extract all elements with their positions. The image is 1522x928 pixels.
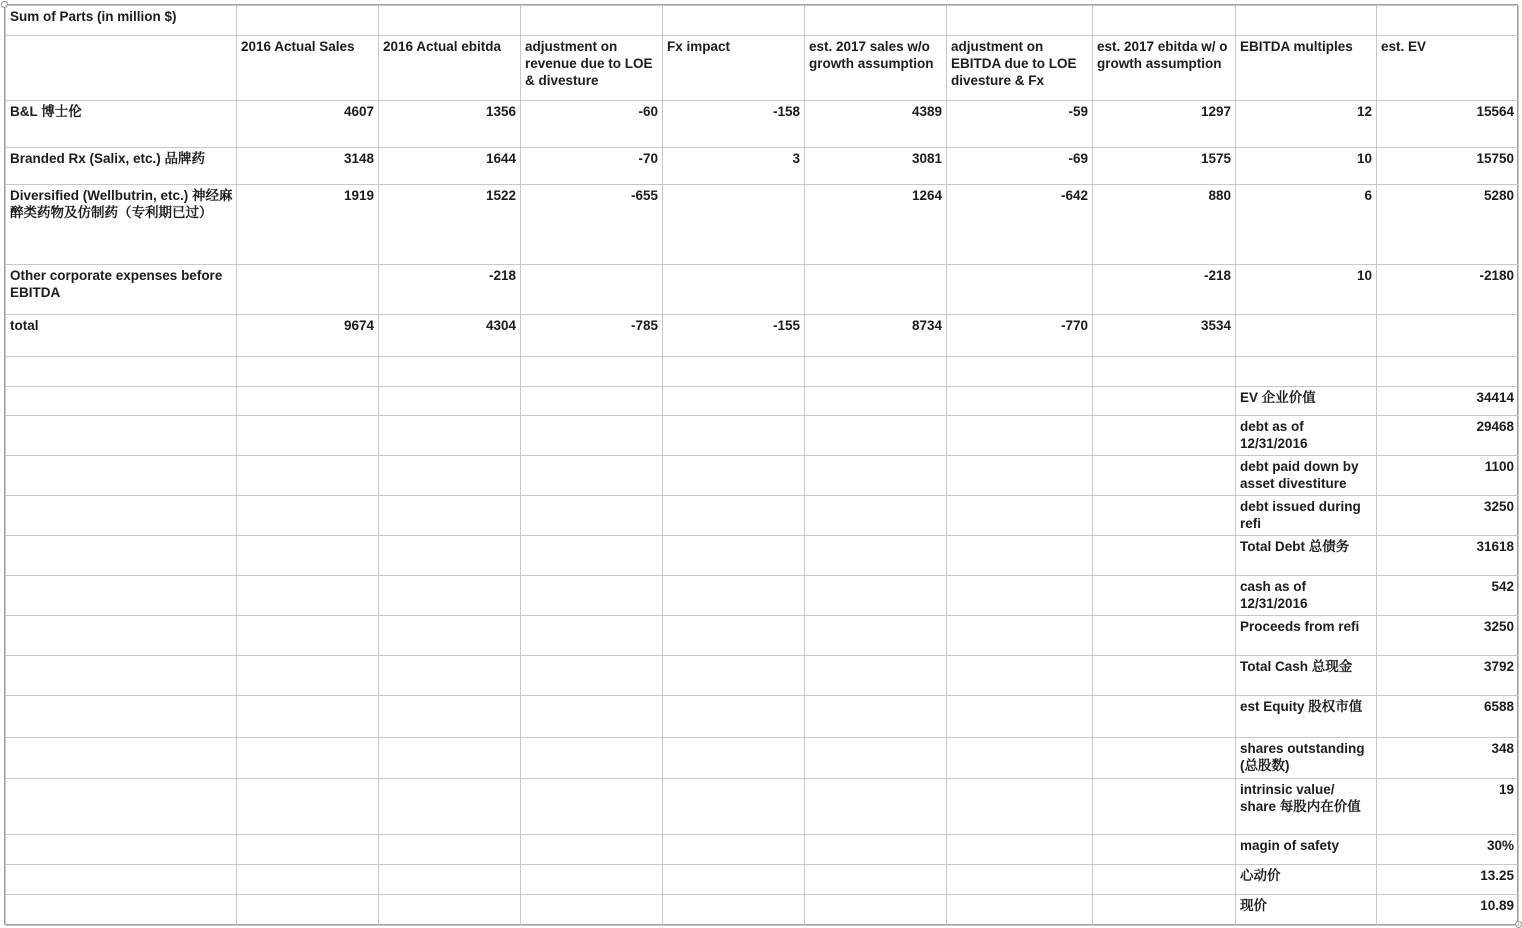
- empty-cell[interactable]: [379, 895, 521, 926]
- empty-cell[interactable]: [805, 387, 947, 416]
- empty-cell[interactable]: [947, 416, 1093, 456]
- value-cell[interactable]: 1264: [805, 185, 947, 265]
- empty-cell[interactable]: [6, 835, 237, 865]
- empty-cell[interactable]: [379, 616, 521, 656]
- empty-cell[interactable]: [1093, 357, 1236, 387]
- empty-row: [6, 357, 1519, 387]
- table-row: [6, 265, 1519, 315]
- sheet-title[interactable]: Sum of Parts (in million $): [6, 6, 237, 36]
- valuation-row: [6, 456, 1519, 496]
- empty-cell[interactable]: [1093, 536, 1236, 576]
- empty-cell[interactable]: [237, 357, 379, 387]
- empty-cell[interactable]: [805, 656, 947, 696]
- empty-cell[interactable]: [663, 6, 805, 36]
- value-cell[interactable]: -69: [947, 148, 1093, 185]
- empty-cell[interactable]: [379, 779, 521, 835]
- value-cell[interactable]: 3534: [1093, 315, 1236, 357]
- empty-cell[interactable]: [6, 616, 237, 656]
- valuation-row: [6, 576, 1519, 616]
- empty-cell[interactable]: [947, 6, 1093, 36]
- value-cell[interactable]: 10: [1236, 265, 1377, 315]
- empty-cell[interactable]: [6, 656, 237, 696]
- empty-cell[interactable]: [947, 835, 1093, 865]
- empty-cell[interactable]: [1093, 387, 1236, 416]
- empty-cell[interactable]: [379, 6, 521, 36]
- empty-cell[interactable]: [237, 416, 379, 456]
- value-cell[interactable]: 4304: [379, 315, 521, 357]
- empty-cell[interactable]: [663, 416, 805, 456]
- value-cell[interactable]: [805, 265, 947, 315]
- value-cell[interactable]: [663, 185, 805, 265]
- empty-cell[interactable]: [6, 36, 237, 101]
- column-header[interactable]: 2016 Actual Sales: [237, 36, 379, 101]
- empty-cell[interactable]: [663, 895, 805, 926]
- empty-cell[interactable]: [663, 738, 805, 779]
- spreadsheet-table: [5, 5, 1519, 926]
- valuation-label[interactable]: debt issued during refi: [1236, 496, 1377, 536]
- valuation-value[interactable]: 13.25: [1377, 865, 1519, 895]
- empty-cell[interactable]: [521, 6, 663, 36]
- empty-cell[interactable]: [663, 835, 805, 865]
- value-cell[interactable]: [947, 265, 1093, 315]
- empty-cell[interactable]: [521, 536, 663, 576]
- empty-cell[interactable]: [947, 696, 1093, 738]
- empty-cell[interactable]: [805, 456, 947, 496]
- empty-cell[interactable]: [521, 835, 663, 865]
- empty-cell[interactable]: [237, 6, 379, 36]
- valuation-row: [6, 738, 1519, 779]
- valuation-label[interactable]: 现价: [1236, 895, 1377, 926]
- valuation-value[interactable]: 542: [1377, 576, 1519, 616]
- valuation-value[interactable]: 3792: [1377, 656, 1519, 696]
- valuation-row: [6, 656, 1519, 696]
- value-cell[interactable]: 1356: [379, 101, 521, 148]
- value-cell[interactable]: 15564: [1377, 101, 1519, 148]
- valuation-row: [6, 835, 1519, 865]
- value-cell[interactable]: 3: [663, 148, 805, 185]
- empty-cell[interactable]: [237, 835, 379, 865]
- empty-cell[interactable]: [521, 387, 663, 416]
- empty-cell[interactable]: [947, 779, 1093, 835]
- column-header[interactable]: adjustment on revenue due to LOE & divesture: [521, 36, 663, 101]
- empty-cell[interactable]: [521, 576, 663, 616]
- value-cell[interactable]: 3148: [237, 148, 379, 185]
- empty-cell[interactable]: [947, 576, 1093, 616]
- empty-cell[interactable]: [237, 895, 379, 926]
- value-cell[interactable]: 8734: [805, 315, 947, 357]
- empty-cell[interactable]: [237, 696, 379, 738]
- value-cell[interactable]: -785: [521, 315, 663, 357]
- empty-cell[interactable]: [663, 616, 805, 656]
- valuation-label[interactable]: intrinsic value/ share 每股内在价值: [1236, 779, 1377, 835]
- valuation-label[interactable]: 心动价: [1236, 865, 1377, 895]
- value-cell[interactable]: -60: [521, 101, 663, 148]
- row-label[interactable]: total: [6, 315, 237, 357]
- empty-cell[interactable]: [379, 536, 521, 576]
- value-cell[interactable]: 1297: [1093, 101, 1236, 148]
- valuation-value[interactable]: 3250: [1377, 616, 1519, 656]
- valuation-value[interactable]: 31618: [1377, 536, 1519, 576]
- empty-cell[interactable]: [521, 357, 663, 387]
- empty-cell[interactable]: [521, 865, 663, 895]
- valuation-value[interactable]: 34414: [1377, 387, 1519, 416]
- empty-cell[interactable]: [6, 779, 237, 835]
- value-cell[interactable]: -218: [1093, 265, 1236, 315]
- empty-cell[interactable]: [521, 416, 663, 456]
- empty-cell[interactable]: [805, 738, 947, 779]
- empty-cell[interactable]: [6, 536, 237, 576]
- value-cell[interactable]: 1522: [379, 185, 521, 265]
- column-header[interactable]: est. 2017 sales w/o growth assumption: [805, 36, 947, 101]
- empty-cell[interactable]: [379, 576, 521, 616]
- value-cell[interactable]: 1644: [379, 148, 521, 185]
- empty-cell[interactable]: [379, 416, 521, 456]
- valuation-value[interactable]: 30%: [1377, 835, 1519, 865]
- value-cell[interactable]: 3081: [805, 148, 947, 185]
- valuation-row: [6, 416, 1519, 456]
- row-label[interactable]: Other corporate expenses before EBITDA: [6, 265, 237, 315]
- empty-cell[interactable]: [1093, 779, 1236, 835]
- empty-cell[interactable]: [379, 696, 521, 738]
- value-cell[interactable]: -158: [663, 101, 805, 148]
- valuation-row: [6, 895, 1519, 926]
- value-cell[interactable]: 4389: [805, 101, 947, 148]
- empty-cell[interactable]: [237, 779, 379, 835]
- value-cell[interactable]: 6: [1236, 185, 1377, 265]
- valuation-value[interactable]: 29468: [1377, 416, 1519, 456]
- empty-cell[interactable]: [237, 656, 379, 696]
- empty-cell[interactable]: [947, 456, 1093, 496]
- empty-cell[interactable]: [6, 357, 237, 387]
- valuation-row: [6, 616, 1519, 656]
- empty-cell[interactable]: [379, 496, 521, 536]
- empty-cell[interactable]: [1093, 456, 1236, 496]
- empty-cell[interactable]: [805, 416, 947, 456]
- empty-cell[interactable]: [1093, 738, 1236, 779]
- valuation-value[interactable]: 3250: [1377, 496, 1519, 536]
- valuation-label[interactable]: shares outstanding (总股数): [1236, 738, 1377, 779]
- empty-cell[interactable]: [521, 779, 663, 835]
- empty-cell[interactable]: [805, 895, 947, 926]
- table-row: [6, 101, 1519, 148]
- table-row: [6, 148, 1519, 185]
- valuation-label[interactable]: cash as of 12/31/2016: [1236, 576, 1377, 616]
- empty-cell[interactable]: [805, 536, 947, 576]
- empty-cell[interactable]: [379, 835, 521, 865]
- table-row: [6, 185, 1519, 265]
- empty-cell[interactable]: [1093, 835, 1236, 865]
- empty-cell[interactable]: [6, 576, 237, 616]
- empty-cell[interactable]: [663, 656, 805, 696]
- empty-cell[interactable]: [6, 696, 237, 738]
- value-cell[interactable]: [663, 265, 805, 315]
- column-header[interactable]: adjustment on EBITDA due to LOE divesture & Fx: [947, 36, 1093, 101]
- valuation-value[interactable]: 19: [1377, 779, 1519, 835]
- row-label[interactable]: B&L 博士伦: [6, 101, 237, 148]
- empty-cell[interactable]: [663, 576, 805, 616]
- empty-cell[interactable]: [379, 656, 521, 696]
- value-cell[interactable]: 1575: [1093, 148, 1236, 185]
- empty-cell[interactable]: [947, 357, 1093, 387]
- column-header[interactable]: Fx impact: [663, 36, 805, 101]
- empty-cell[interactable]: [805, 6, 947, 36]
- valuation-row: [6, 387, 1519, 416]
- column-header[interactable]: est. EV: [1377, 36, 1519, 101]
- empty-cell[interactable]: [521, 456, 663, 496]
- empty-cell[interactable]: [805, 835, 947, 865]
- value-cell[interactable]: -70: [521, 148, 663, 185]
- empty-cell[interactable]: [521, 656, 663, 696]
- value-cell[interactable]: -655: [521, 185, 663, 265]
- valuation-label[interactable]: Proceeds from refi: [1236, 616, 1377, 656]
- value-cell[interactable]: 880: [1093, 185, 1236, 265]
- empty-cell[interactable]: [947, 496, 1093, 536]
- empty-cell[interactable]: [1377, 6, 1519, 36]
- valuation-label[interactable]: debt as of 12/31/2016: [1236, 416, 1377, 456]
- empty-cell[interactable]: [6, 416, 237, 456]
- value-cell[interactable]: 10: [1236, 148, 1377, 185]
- empty-cell[interactable]: [6, 496, 237, 536]
- empty-cell[interactable]: [663, 536, 805, 576]
- column-header[interactable]: est. 2017 ebitda w/ o growth assumption: [1093, 36, 1236, 101]
- empty-cell[interactable]: [379, 387, 521, 416]
- value-cell[interactable]: 9674: [237, 315, 379, 357]
- valuation-label[interactable]: EV 企业价值: [1236, 387, 1377, 416]
- empty-cell[interactable]: [237, 536, 379, 576]
- empty-cell[interactable]: [237, 387, 379, 416]
- empty-cell[interactable]: [663, 865, 805, 895]
- empty-cell[interactable]: [805, 496, 947, 536]
- empty-cell[interactable]: [237, 616, 379, 656]
- row-label[interactable]: Diversified (Wellbutrin, etc.) 神经麻醉类药物及仿制药（专利期已过）: [6, 185, 237, 265]
- empty-cell[interactable]: [237, 865, 379, 895]
- empty-cell[interactable]: [805, 865, 947, 895]
- valuation-row: [6, 496, 1519, 536]
- empty-cell[interactable]: [1093, 696, 1236, 738]
- empty-cell[interactable]: [6, 387, 237, 416]
- empty-cell[interactable]: [521, 496, 663, 536]
- valuation-value[interactable]: 1100: [1377, 456, 1519, 496]
- valuation-label[interactable]: debt paid down by asset divestiture: [1236, 456, 1377, 496]
- empty-cell[interactable]: [6, 895, 237, 926]
- empty-cell[interactable]: [663, 357, 805, 387]
- table-row: [6, 315, 1519, 357]
- empty-cell[interactable]: [521, 738, 663, 779]
- valuation-label[interactable]: est Equity 股权市值: [1236, 696, 1377, 738]
- empty-cell[interactable]: [805, 357, 947, 387]
- empty-cell[interactable]: [663, 496, 805, 536]
- empty-cell[interactable]: [1093, 6, 1236, 36]
- value-cell[interactable]: [1236, 315, 1377, 357]
- empty-cell[interactable]: [947, 895, 1093, 926]
- value-cell[interactable]: -642: [947, 185, 1093, 265]
- empty-cell[interactable]: [1093, 616, 1236, 656]
- value-cell[interactable]: -2180: [1377, 265, 1519, 315]
- column-header[interactable]: EBITDA multiples: [1236, 36, 1377, 101]
- empty-cell[interactable]: [805, 576, 947, 616]
- empty-cell[interactable]: [379, 456, 521, 496]
- empty-cell[interactable]: [1093, 576, 1236, 616]
- empty-cell[interactable]: [1093, 656, 1236, 696]
- empty-cell[interactable]: [1093, 416, 1236, 456]
- valuation-value[interactable]: 6588: [1377, 696, 1519, 738]
- empty-cell[interactable]: [237, 738, 379, 779]
- value-cell[interactable]: 4607: [237, 101, 379, 148]
- empty-cell[interactable]: [1377, 357, 1519, 387]
- empty-cell[interactable]: [1093, 496, 1236, 536]
- empty-cell[interactable]: [379, 738, 521, 779]
- valuation-label[interactable]: Total Cash 总现金: [1236, 656, 1377, 696]
- valuation-row: [6, 865, 1519, 895]
- valuation-value[interactable]: 348: [1377, 738, 1519, 779]
- row-label[interactable]: Branded Rx (Salix, etc.) 品牌药: [6, 148, 237, 185]
- empty-cell[interactable]: [1093, 895, 1236, 926]
- value-cell[interactable]: -770: [947, 315, 1093, 357]
- empty-cell[interactable]: [237, 496, 379, 536]
- value-cell[interactable]: 12: [1236, 101, 1377, 148]
- value-cell[interactable]: -59: [947, 101, 1093, 148]
- empty-cell[interactable]: [379, 865, 521, 895]
- empty-cell[interactable]: [805, 779, 947, 835]
- empty-cell[interactable]: [947, 865, 1093, 895]
- value-cell[interactable]: 15750: [1377, 148, 1519, 185]
- empty-cell[interactable]: [237, 456, 379, 496]
- empty-cell[interactable]: [521, 895, 663, 926]
- empty-cell[interactable]: [521, 696, 663, 738]
- empty-cell[interactable]: [947, 387, 1093, 416]
- empty-cell[interactable]: [379, 357, 521, 387]
- value-cell[interactable]: 1919: [237, 185, 379, 265]
- empty-cell[interactable]: [663, 779, 805, 835]
- empty-cell[interactable]: [1093, 865, 1236, 895]
- empty-cell[interactable]: [521, 616, 663, 656]
- empty-cell[interactable]: [947, 616, 1093, 656]
- valuation-label[interactable]: Total Debt 总债务: [1236, 536, 1377, 576]
- empty-cell[interactable]: [947, 738, 1093, 779]
- value-cell[interactable]: -155: [663, 315, 805, 357]
- valuation-label[interactable]: magin of safety: [1236, 835, 1377, 865]
- value-cell[interactable]: [237, 265, 379, 315]
- empty-cell[interactable]: [947, 536, 1093, 576]
- empty-cell[interactable]: [805, 616, 947, 656]
- empty-cell[interactable]: [663, 456, 805, 496]
- empty-cell[interactable]: [663, 696, 805, 738]
- value-cell[interactable]: 5280: [1377, 185, 1519, 265]
- empty-cell[interactable]: [1236, 6, 1377, 36]
- empty-cell[interactable]: [6, 865, 237, 895]
- value-cell[interactable]: [521, 265, 663, 315]
- valuation-row: [6, 779, 1519, 835]
- title-row: [6, 6, 1519, 36]
- empty-cell[interactable]: [663, 387, 805, 416]
- value-cell[interactable]: -218: [379, 265, 521, 315]
- empty-cell[interactable]: [6, 456, 237, 496]
- valuation-value[interactable]: 10.89: [1377, 895, 1519, 926]
- empty-cell[interactable]: [237, 576, 379, 616]
- column-header[interactable]: 2016 Actual ebitda: [379, 36, 521, 101]
- valuation-row: [6, 696, 1519, 738]
- empty-cell[interactable]: [805, 696, 947, 738]
- valuation-row: [6, 536, 1519, 576]
- empty-cell[interactable]: [6, 738, 237, 779]
- header-row: [6, 36, 1519, 101]
- empty-cell[interactable]: [1236, 357, 1377, 387]
- empty-cell[interactable]: [947, 656, 1093, 696]
- value-cell[interactable]: [1377, 315, 1519, 357]
